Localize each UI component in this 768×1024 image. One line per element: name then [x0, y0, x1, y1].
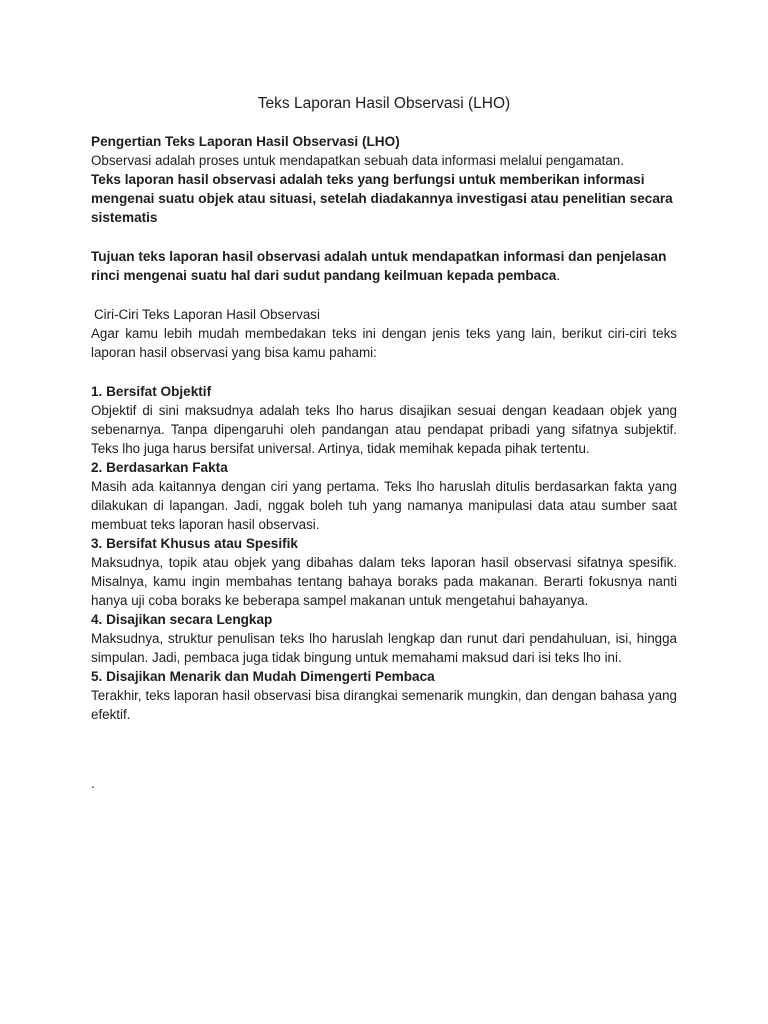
paragraph-lho-purpose	[91, 247, 677, 285]
document-title: Teks Laporan Hasil Observasi (LHO)	[257, 95, 511, 112]
item-body-2: Masih ada kaitannya dengan ciri yang pertama. Teks lho haruslah ditulis berdasarkan fakta yang dilakukan di lapangan. Jadi, nggak boleh tuh yang namanya manipulasi data atau sumber saat membuat teks laporan hasil observasi.	[91, 479, 677, 532]
paragraph-characteristics-intro: Agar kamu lebih mudah membedakan teks ini dengan jenis teks yang lain, berikut ciri-ciri teks laporan hasil observasi yang bisa kamu pahami:	[91, 326, 677, 360]
item-body-5: Terakhir, teks laporan hasil observasi bisa dirangkai semenarik mungkin, dan dengan bahasa yang efektif.	[91, 688, 677, 722]
spacer	[91, 362, 677, 382]
item-heading-5: 5. Disajikan Menarik dan Mudah Dimengerti Pembaca	[91, 669, 435, 684]
section-title-characteristics: Ciri-Ciri Teks Laporan Hasil Observasi	[94, 307, 320, 322]
paragraph-lho-definition: Teks laporan hasil observasi adalah teks yang berfungsi untuk memberikan informasi mengenai suatu objek atau situasi, setelah diadakannya investigasi atau penelitian secara sistematis	[91, 172, 673, 225]
item-body-3: Maksudnya, topik atau objek yang dibahas dalam teks laporan hasil observasi sifatnya spesifik. Misalnya, kamu ingin membahas tentang bahaya boraks pada makanan. Berarti fokusnya nanti hanya uji coba boraks ke beberapa sampel makanan untuk mengetahui bahayanya.	[91, 555, 677, 608]
spacer	[91, 285, 677, 305]
item-heading-2: 2. Berdasarkan Fakta	[91, 460, 228, 475]
spacer	[91, 724, 677, 774]
item-heading-4: 4. Disajikan secara Lengkap	[91, 612, 273, 627]
spacer	[91, 227, 677, 247]
section-heading-definition: Pengertian Teks Laporan Hasil Observasi (LHO)	[91, 134, 400, 149]
item-heading-1: 1. Bersifat Objektif	[91, 384, 212, 399]
trailing-period: .	[91, 776, 95, 791]
paragraph-observation-definition: Observasi adalah proses untuk mendapatkan sebuah data informasi melalui pengamatan.	[91, 153, 624, 168]
purpose-text: Tujuan teks laporan hasil observasi adalah untuk mendapatkan informasi dan penjelasan rinci mengenai suatu hal dari sudut pandang keilmuan kepada pembaca	[91, 249, 667, 283]
item-body-1: Objektif di sini maksudnya adalah teks lho harus disajikan sesuai dengan keadaan objek yang sebenarnya. Tanpa dipengaruhi oleh pandangan atau pendapat pribadi yang sifatnya subjektif. Teks lho juga harus bersifat universal. Artinya, tidak memihak kepada pihak tertentu.	[91, 403, 677, 456]
item-body-4: Maksudnya, struktur penulisan teks lho haruslah lengkap dan runut dari pendahuluan, isi, hingga simpulan. Jadi, pembaca juga tidak bingung untuk memahami maksud dari isi teks lho ini.	[91, 631, 677, 665]
item-heading-3: 3. Bersifat Khusus atau Spesifik	[91, 536, 298, 551]
document-content	[91, 94, 677, 793]
purpose-period: .	[556, 268, 561, 283]
